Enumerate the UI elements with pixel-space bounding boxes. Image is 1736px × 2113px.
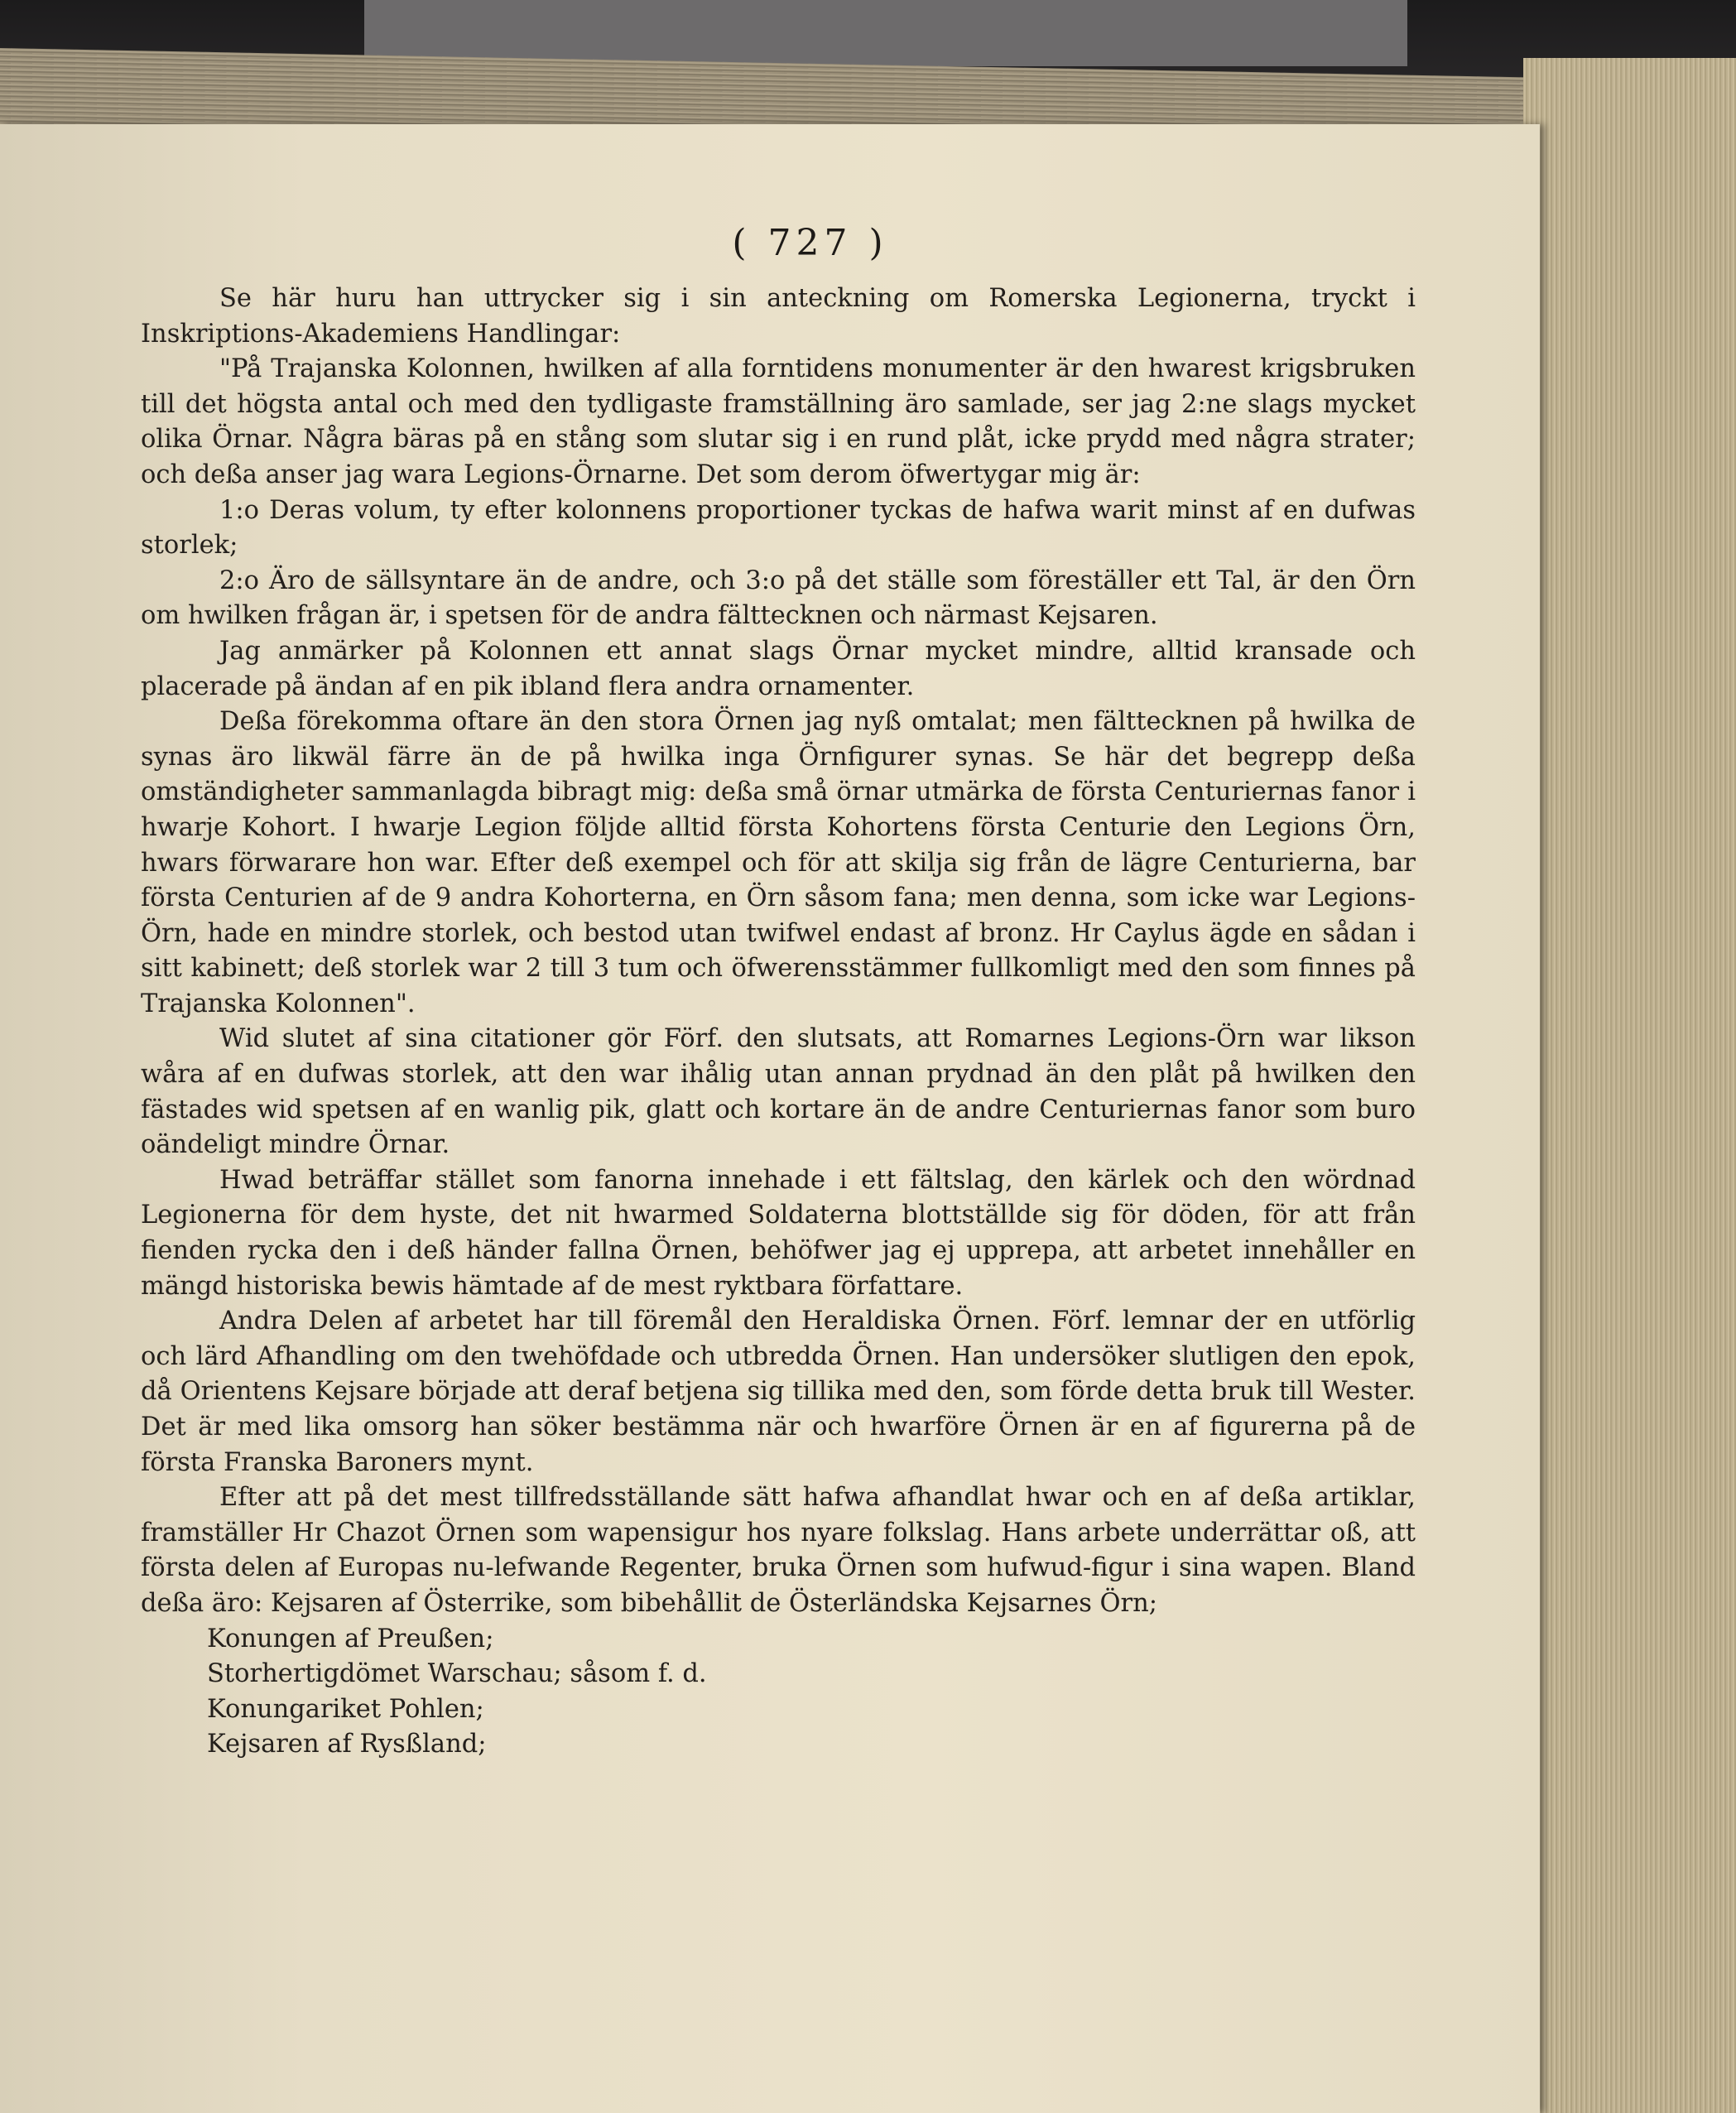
page-text: [141, 282, 1416, 1763]
list-item: Storhertigdömet Warschau; såsom f. d.: [207, 1659, 707, 1689]
paragraph: Efter att på det mest tillfredsställande sätt hafwa afhandlat hwar och en af deßa artiklar, framställer Hr Chazot Örnen som wapensigur hos nyare folkslag. Hans arbete underrättar oß, att första delen af Europas nu-lefwande Regenter, bruka Örnen som hufwud-figur i sina wapen. Bland deßa äro: Kejsaren af Österrike, som bibehållit de Österländska Kejsarnes Örn;: [141, 1483, 1416, 1618]
paragraph: Jag anmärker på Kolonnen ett annat slags Örnar mycket mindre, alltid kransade och placerade på ändan af en pik ibland flera andra ornamenter.: [141, 636, 1416, 701]
list-item: Konungen af Preußen;: [207, 1624, 494, 1653]
paragraph: Andra Delen af arbetet har till föremål den Heraldiska Örnen. Förf. lemnar der en utförlig och lärd Afhandling om den twehöfdade och utbredda Örnen. Han undersöker slutligen den epok, då Orientens Kejsare började att deraf betjena sig tillika med den, som förde detta bruk till Wester. Det är med lika omsorg han söker bestämma när och hwarföre Örnen är en af figurerna på de första Franska Baroners mynt.: [141, 1307, 1416, 1477]
paragraph: Deßa förekomma oftare än den stora Örnen jag nyß omtalat; men fälttecknen på hwilka de synas äro likwäl färre än de på hwilka inga Örnfigurer synas. Se här det begrepp deßa omständigheter sammanlagda bibragt mig: deßa små örnar utmärka de första Centuriernas fanor i hwarje Kohort. I hwarje Legion följde alltid första Kohortens första Centurie den Legions Örn, hwars förwarare hon war. Efter deß exempel och för att skilja sig från de lägre Centurierna, bar första Centurien af de 9 andra Kohorterna, en Örn såsom fana; men denna, som icke war Legions-Örn, hade en mindre storlek, och bestod utan twifwel endast af bronz. Hr Caylus ägde en sådan i sitt kabinett; deß storlek war 2 till 3 tum och öfwerensstämmer fullkomligt med den som finnes på Trajanska Kolonnen".: [141, 707, 1416, 1018]
page-number: ( 727 ): [732, 222, 888, 264]
paragraph: Wid slutet af sina citationer gör Förf. den slutsats, att Romarnes Legions-Örn war likson wåra af en dufwas storlek, att den war ihålig utan annan prydnad än den plåt på hwilken den fästades wid spetsen af en wanlig pik, glatt och kortare än de andre Centuriernas fanor som buro oändeligt mindre Örnar.: [141, 1024, 1416, 1160]
paragraph: Se här huru han uttrycker sig i sin anteckning om Romerska Legionerna, tryckt i Inskriptions-Akademiens Handlingar:: [141, 284, 1416, 349]
paragraph: Hwad beträffar stället som fanorna innehade i ett fältslag, den kärlek och den wördnad Legionerna för dem hyste, det nit hwarmed Soldaterna blottställde sig för döden, för att från fienden rycka den i deß händer fallna Örnen, behöfwer jag ej upprepa, att arbetet innehåller en mängd historiska bewis hämtade af de mest ryktbara författare.: [141, 1165, 1416, 1301]
paragraph: "På Trajanska Kolonnen, hwilken af alla forntidens monumenter är den hwarest krigsbruken till det högsta antal och med den tydligaste framställning äro samlade, ser jag 2:ne slags mycket olika Örnar. Några bäras på en stång som slutar sig i en rund plåt, icke prydd med några strater; och deßa anser jag wara Legions-Örnarne. Det som derom öfwertygar mig är:: [141, 354, 1416, 489]
paragraph: 2:o Äro de sällsyntare än de andre, och 3:o på det ställe som föreställer ett Tal, är den Örn om hwilken frågan är, i spetsen för de andra fälttecknen och närmast Kejsaren.: [141, 566, 1416, 631]
list: [141, 1622, 1416, 1763]
list-item: Konungariket Pohlen;: [207, 1694, 484, 1724]
list-item: Kejsaren af Rysßland;: [207, 1730, 487, 1759]
book-page-edges: [1523, 58, 1736, 2113]
background-strip: [364, 0, 1407, 66]
paragraph: 1:o Deras volum, ty efter kolonnens proportioner tyckas de hafwa warit minst af en dufwas storlek;: [141, 495, 1416, 561]
